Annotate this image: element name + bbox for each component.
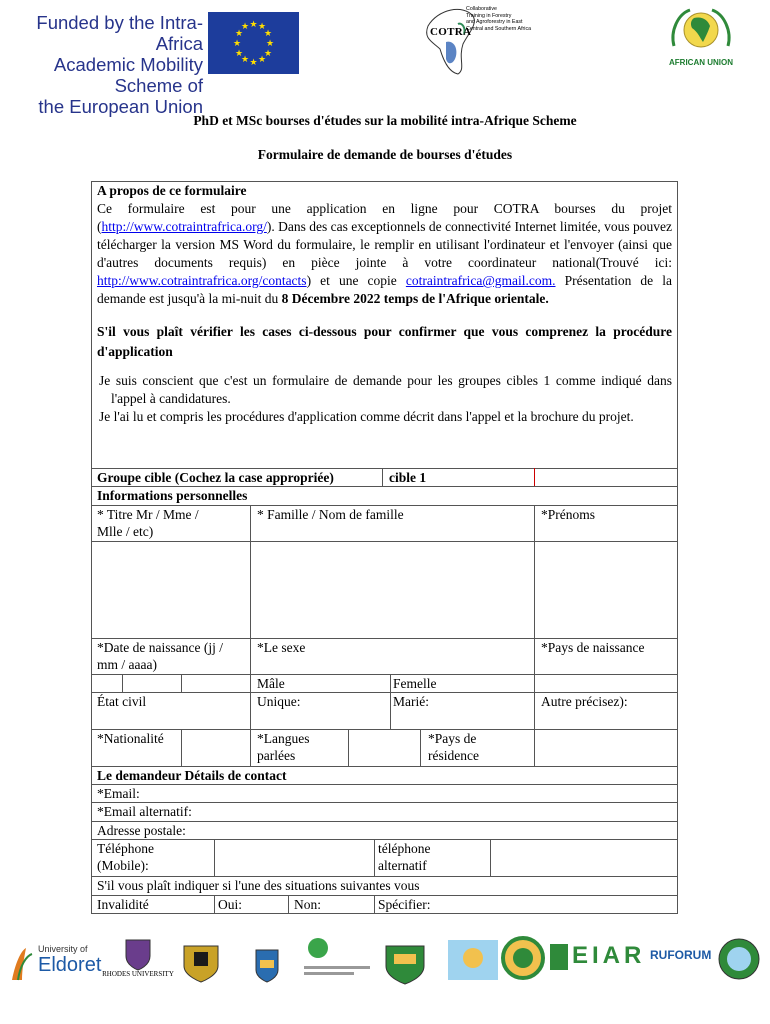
languages-label-line-2: parlées	[257, 748, 296, 763]
about-text-2: ). Dans des cas exceptionnels de connectivité Internet limitée, vous pouvez télécharger la version MS Word du formulaire, le remplir en utilisant l'ordinateur et l'envoyer (ainsi que d'autres documents requis) en pièce jointe à votre coordinateur national(Trouvé ici:	[97, 219, 672, 270]
grid-line	[348, 729, 349, 766]
ruforum-text: RUFORUM	[650, 948, 712, 962]
grid-line	[91, 674, 678, 675]
eiar-text: EIAR	[572, 942, 646, 969]
disability-label: Invalidité	[97, 897, 149, 912]
eiar-mark	[550, 944, 568, 970]
funded-line-1: Funded by the Intra-Africa	[36, 12, 203, 54]
first-names-label: *Prénoms	[541, 507, 595, 522]
university-crest-logo	[176, 936, 226, 986]
grid-line	[250, 505, 251, 766]
about-text-4: Présentation de la demande est jusqu'à la mi-nuit du	[97, 273, 672, 306]
grid-line	[181, 729, 182, 766]
title-label-line-2: Mlle / etc)	[97, 524, 154, 539]
grid-line	[382, 468, 383, 486]
about-text-3: ) et une copie	[306, 273, 406, 288]
svg-text:★: ★	[263, 29, 273, 39]
other-option[interactable]: Autre précisez):	[541, 694, 628, 709]
languages-label	[257, 730, 309, 764]
grid-line	[490, 839, 491, 876]
residence-label-line-2: résidence	[428, 748, 479, 763]
dob-label-line-1: *Date de naissance (jj /	[97, 640, 223, 655]
grid-line	[420, 729, 421, 766]
svg-text:★: ★	[249, 58, 258, 68]
svg-text:★: ★	[240, 22, 250, 32]
cotra-tagline-2: Training in Forestry	[466, 12, 512, 19]
grid-line	[214, 839, 215, 876]
cotra-tagline-1: Collaborative	[466, 6, 497, 12]
check-heading: S'il vous plaît vérifier les cases ci-dessous pour confirmer que vous comprenez la procédure d'application	[97, 324, 672, 359]
alt-email-field[interactable]: *Email alternatif:	[97, 804, 192, 819]
confirm-checkbox-2[interactable]	[97, 408, 672, 426]
grid-line	[181, 674, 182, 692]
cotra-tagline-4: Central and Southern Africa	[466, 25, 532, 32]
grid-line	[214, 895, 215, 914]
postal-address-field[interactable]: Adresse postale:	[97, 823, 186, 838]
situations-label: S'il vous plaît indiquer si l'une des situations suivantes vous	[97, 878, 420, 893]
rhodes-name: RHODES UNIVERSITY	[102, 970, 174, 978]
funded-line-3: the European Union	[38, 96, 203, 117]
title-label	[97, 506, 199, 540]
grid-line	[288, 895, 289, 914]
svg-text:★: ★	[257, 55, 267, 65]
first-names-input[interactable]	[536, 542, 677, 637]
residence-label	[428, 730, 479, 764]
cotra-email-link[interactable]: cotraintrafrica@gmail.com.	[405, 273, 556, 288]
grid-line	[374, 895, 375, 914]
title-label-line-1: * Titre Mr / Mme /	[97, 507, 199, 522]
grid-line	[534, 468, 535, 486]
phone-label-line-2: (Mobile):	[97, 858, 149, 873]
married-option[interactable]: Marié:	[393, 694, 429, 709]
institute-logo	[448, 940, 498, 980]
nationality-label: *Nationalité	[97, 731, 164, 746]
civil-status-label: État civil	[97, 694, 147, 709]
grid-line	[534, 505, 535, 766]
svg-text:★: ★	[234, 49, 244, 59]
university-of-eldoret-logo	[8, 940, 100, 986]
grid-line	[122, 674, 123, 692]
african-union-label: AFRICAN UNION	[669, 58, 733, 67]
about-paragraph	[97, 200, 672, 308]
funded-line-2: Academic Mobility Scheme of	[53, 54, 203, 96]
target-group-label: Groupe cible (Cochez la case appropriée)	[97, 470, 334, 485]
svg-text:★: ★	[263, 49, 273, 59]
eldoret-line-2: Eldoret	[38, 954, 102, 976]
eu-flag-logo	[208, 12, 299, 74]
college-logo	[244, 938, 304, 986]
disability-no[interactable]: Non:	[294, 897, 321, 912]
eiar-logo	[550, 942, 646, 974]
personal-info-heading: Informations personnelles	[97, 488, 248, 503]
single-option[interactable]: Unique:	[257, 694, 301, 709]
spacer	[97, 308, 672, 322]
dob-label-line-2: mm / aaaa)	[97, 657, 157, 672]
email-field[interactable]: *Email:	[97, 786, 140, 801]
languages-label-line-1: *Langues	[257, 731, 310, 746]
target-group-select[interactable]: cible 1	[389, 470, 427, 485]
document-title: PhD et MSc bourses d'études sur la mobilité intra-Afrique Scheme	[193, 113, 577, 128]
male-option[interactable]: Mâle	[257, 676, 285, 691]
svg-text:★: ★	[265, 39, 275, 49]
svg-text:★: ★	[232, 39, 242, 49]
birth-country-label: *Pays de naissance	[541, 640, 645, 655]
alt-phone-label	[378, 840, 430, 874]
title-input[interactable]	[92, 542, 249, 637]
alt-phone-label-line-1: téléphone	[378, 841, 431, 856]
deadline-text: 8 Décembre 2022 temps de l'Afrique orientale.	[281, 291, 549, 306]
svg-text:★: ★	[257, 22, 267, 32]
cotra-tagline	[466, 6, 556, 32]
globe-logo	[716, 936, 762, 982]
about-section	[97, 182, 672, 426]
spacer	[97, 362, 672, 372]
ruforum-logo	[650, 944, 712, 976]
grid-line	[91, 784, 678, 785]
female-option[interactable]: Femelle	[393, 676, 437, 691]
rhodes-university-logo	[100, 936, 176, 984]
grid-line	[374, 839, 375, 876]
phone-label-line-1: Téléphone	[97, 841, 154, 856]
family-name-label: * Famille / Nom de famille	[257, 507, 404, 522]
seal-logo	[500, 930, 546, 986]
cotra-tagline-3: and Agroforestry in East	[466, 19, 523, 25]
svg-text:★: ★	[234, 29, 244, 39]
african-union-logo	[668, 6, 734, 56]
grid-line	[91, 729, 678, 730]
document-subtitle: Formulaire de demande de bourses d'études	[257, 147, 513, 162]
boku-logo	[304, 934, 370, 986]
funding-statement	[8, 12, 203, 117]
about-heading: A propos de ce formulaire	[97, 183, 247, 198]
contacts-link[interactable]: http://www.cotraintrafrica.org/contacts	[97, 273, 307, 288]
about-text-1: Ce formulaire est pour une application en ligne pour COTRA bourses du projet (	[97, 201, 672, 234]
cotra-website-link[interactable]: http://www.cotraintrafrica.org/	[101, 219, 267, 234]
alt-phone-label-line-2: alternatif	[378, 858, 427, 873]
cotra-name: COTRA	[430, 26, 472, 38]
sex-label: *Le sexe	[257, 640, 306, 655]
contact-heading: Le demandeur Détails de contact	[97, 768, 287, 783]
phone-label	[97, 840, 154, 874]
svg-text:★: ★	[249, 20, 258, 30]
family-name-input[interactable]	[252, 542, 533, 637]
svg-text:★: ★	[240, 55, 250, 65]
residence-label-line-1: *Pays de	[428, 731, 477, 746]
eldoret-line-1: University of	[38, 944, 88, 954]
dob-label	[97, 639, 223, 673]
grid-line	[390, 674, 391, 729]
confirm-checkbox-1[interactable]	[97, 372, 672, 408]
disability-yes[interactable]: Oui:	[218, 897, 243, 912]
university-crest-logo-2	[380, 938, 430, 986]
confirm-checkbox-2-label: Je l'ai lu et compris les procédures d'application comme décrit dans l'appel et la brochure du projet.	[99, 409, 634, 424]
disability-specify[interactable]: Spécifier:	[378, 897, 431, 912]
confirm-checkbox-1-label: Je suis conscient que c'est un formulaire de demande pour les groupes cibles 1 comme indiqué dans l'appel à candidatures.	[99, 373, 672, 406]
